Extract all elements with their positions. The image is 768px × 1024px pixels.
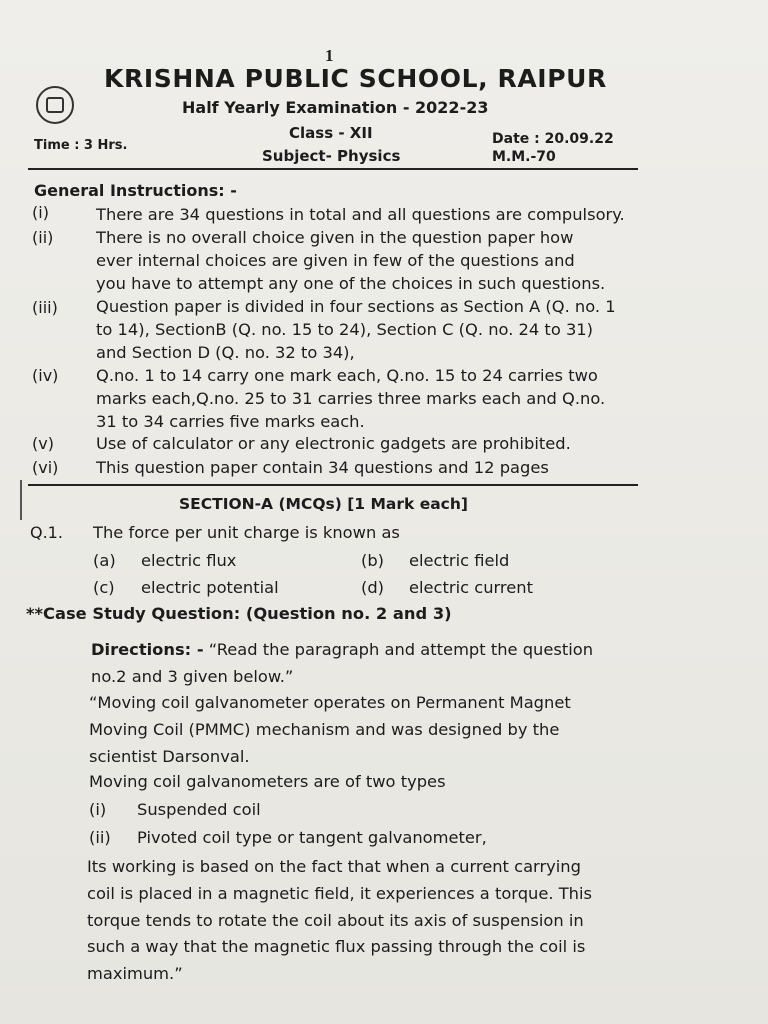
- instruction-line: you have to attempt any one of the choices in such questions.: [96, 274, 606, 294]
- instruction-number: (iv): [32, 366, 59, 385]
- instruction-text: [96, 295, 641, 365]
- directions-text: “Read the paragraph and attempt the question: [203, 640, 594, 659]
- instruction-line: This question paper contain 34 questions and 12 pages: [96, 458, 549, 477]
- option-b-label: (b): [361, 551, 385, 570]
- case-paragraph-2: [87, 854, 647, 988]
- types-intro: Moving coil galvanometers are of two types: [89, 772, 446, 791]
- case-study-title: **Case Study Question: (Question no. 2 and 3): [26, 604, 452, 623]
- type-2: Pivoted coil type or tangent galvanometer,: [137, 828, 487, 847]
- question-number: Q.1.: [30, 523, 63, 542]
- directions: [91, 636, 641, 690]
- option-c-label: (c): [93, 578, 115, 597]
- case-paragraph-1: [89, 690, 649, 770]
- paragraph-line: maximum.”: [87, 964, 183, 984]
- instruction-line: to 14), SectionB (Q. no. 15 to 24), Section C (Q. no. 24 to 31): [96, 320, 594, 340]
- paragraph-line: torque tends to rotate the coil about its axis of suspension in: [87, 910, 584, 930]
- option-c: electric potential: [141, 578, 279, 597]
- instruction-line: marks each,Q.no. 25 to 31 carries three marks each and Q.no.: [96, 389, 606, 409]
- instruction-text: [96, 226, 641, 296]
- instruction-line: There are 34 questions in total and all questions are compulsory.: [96, 205, 625, 224]
- paragraph-line: scientist Darsonval.: [89, 746, 250, 766]
- exam-class: Class - XII: [289, 124, 373, 142]
- question-text: The force per unit charge is known as: [93, 523, 400, 542]
- exam-date: Date : 20.09.22: [492, 131, 614, 147]
- header-divider: [28, 168, 638, 170]
- paragraph-line: coil is placed in a magnetic field, it experiences a torque. This: [87, 883, 592, 903]
- instruction-line: ever internal choices are given in few of the questions and: [96, 251, 575, 271]
- instruction-number: (vi): [32, 458, 59, 477]
- margin-mark: [20, 480, 22, 520]
- section-a-title: SECTION-A (MCQs) [1 Mark each]: [179, 495, 468, 513]
- instruction-number: (ii): [32, 228, 54, 247]
- exam-title: Half Yearly Examination - 2022-23: [182, 98, 489, 117]
- paragraph-line: Its working is based on the fact that when a current carrying: [87, 857, 581, 876]
- option-a: electric flux: [141, 551, 237, 570]
- paragraph-line: such a way that the magnetic flux passing through the coil is: [87, 937, 586, 957]
- exam-time: Time : 3 Hrs.: [34, 138, 128, 153]
- paragraph-line: “Moving coil galvanometer operates on Permanent Magnet: [89, 693, 571, 712]
- type-1-label: (i): [89, 800, 107, 819]
- instruction-line: 31 to 34 carries five marks each.: [96, 412, 365, 432]
- page-number: 1: [325, 46, 334, 65]
- instruction-line: There is no overall choice given in the question paper how: [96, 228, 574, 247]
- instruction-text: [96, 456, 641, 479]
- option-d-label: (d): [361, 578, 385, 597]
- directions-line: [91, 636, 641, 663]
- instruction-line: Use of calculator or any electronic gadgets are prohibited.: [96, 434, 571, 453]
- directions-line: no.2 and 3 given below.”: [91, 667, 294, 686]
- general-instructions-title: General Instructions: -: [34, 181, 237, 200]
- type-2-label: (ii): [89, 828, 111, 847]
- instruction-line: Question paper is divided in four sections as Section A (Q. no. 1: [96, 297, 616, 316]
- option-a-label: (a): [93, 551, 116, 570]
- instruction-line: and Section D (Q. no. 32 to 34),: [96, 343, 355, 363]
- paragraph-line: Moving Coil (PMMC) mechanism and was designed by the: [89, 719, 560, 739]
- instruction-text: [96, 432, 641, 455]
- max-marks: M.M.-70: [492, 149, 556, 165]
- instruction-text: [96, 364, 641, 434]
- instruction-line: Q.no. 1 to 14 carry one mark each, Q.no. 15 to 24 carries two: [96, 366, 598, 385]
- instruction-number: (v): [32, 434, 54, 453]
- section-divider: [28, 484, 638, 486]
- directions-label: Directions: -: [91, 640, 204, 659]
- exam-subject: Subject- Physics: [262, 147, 401, 165]
- school-crest-icon: [36, 86, 74, 124]
- instruction-number: (iii): [32, 298, 58, 317]
- type-1: Suspended coil: [137, 800, 261, 819]
- option-b: electric field: [409, 551, 510, 570]
- option-d: electric current: [409, 578, 533, 597]
- instruction-text: [96, 203, 641, 226]
- school-name: KRISHNA PUBLIC SCHOOL, RAIPUR: [104, 64, 607, 93]
- instruction-number: (i): [32, 203, 49, 222]
